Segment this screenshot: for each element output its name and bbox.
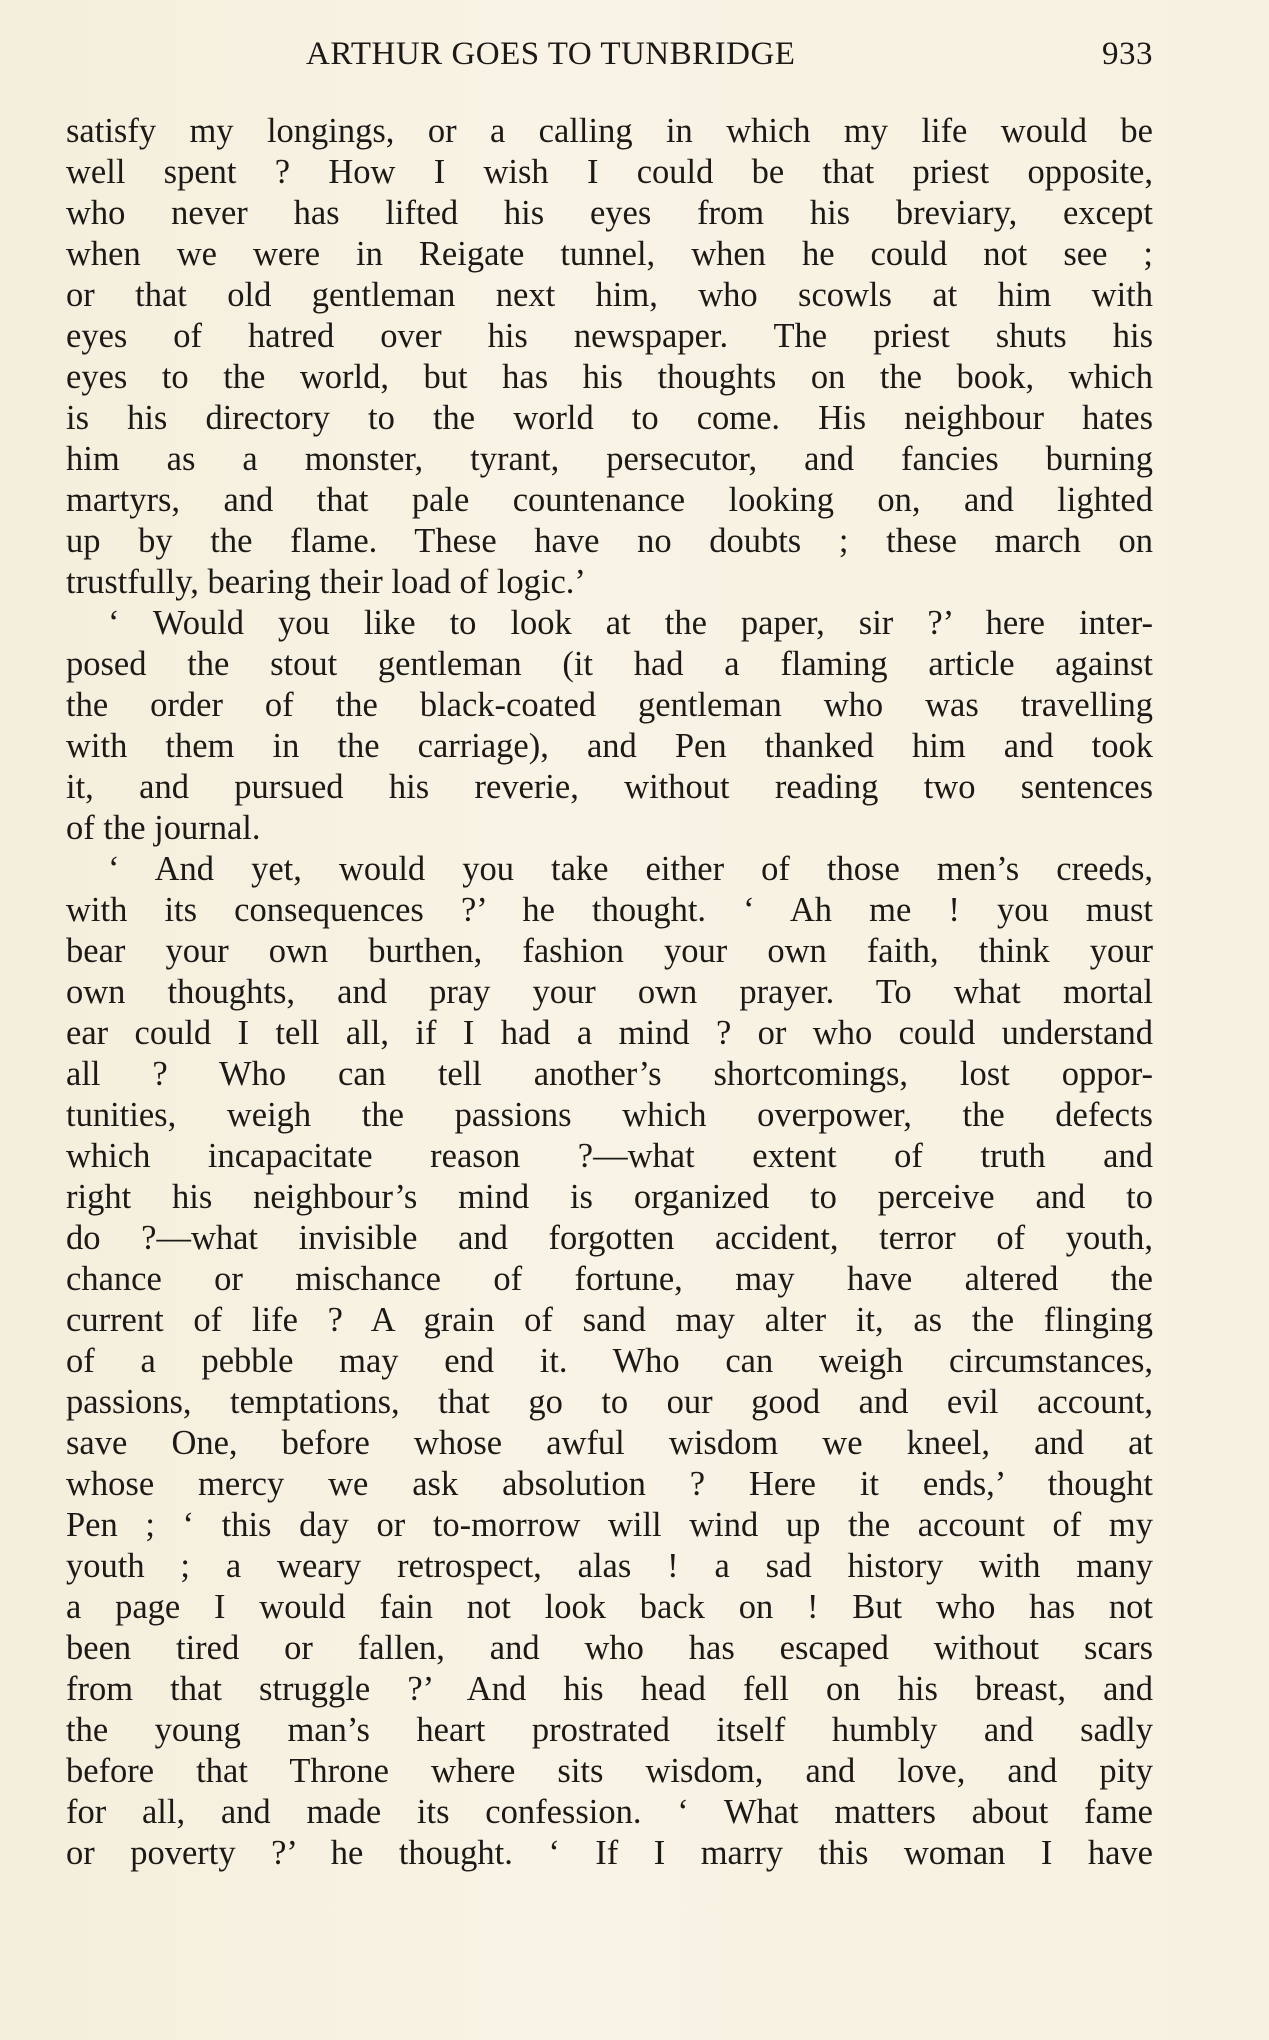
- text-line: eyes to the world, but has his thoughts on the book, which: [66, 358, 1153, 396]
- body-text: [66, 111, 1153, 1874]
- text-line: Pen ; ‘ this day or to-morrow will wind up the account of my: [66, 1506, 1153, 1544]
- text-line: passions, temptations, that go to our good and evil account,: [66, 1383, 1153, 1421]
- text-line: who never has lifted his eyes from his breviary, except: [66, 194, 1153, 232]
- running-title: ARTHUR GOES TO TUNBRIDGE: [306, 36, 796, 72]
- text-line: from that struggle ?’ And his head fell on his breast, and: [66, 1670, 1153, 1708]
- text-line: a page I would fain not look back on ! But who has not: [66, 1588, 1153, 1626]
- text-line: own thoughts, and pray your own prayer. To what mortal: [66, 973, 1153, 1011]
- text-line: eyes of hatred over his newspaper. The priest shuts his: [66, 317, 1153, 355]
- text-line: martyrs, and that pale countenance looking on, and lighted: [66, 481, 1153, 519]
- text-line: whose mercy we ask absolution ? Here it ends,’ thought: [66, 1465, 1153, 1503]
- text-line: posed the stout gentleman (it had a flaming article against: [66, 645, 1153, 683]
- text-line: save One, before whose awful wisdom we kneel, and at: [66, 1424, 1153, 1462]
- text-line: up by the flame. These have no doubts ; these march on: [66, 522, 1153, 560]
- page-number: 933: [1102, 36, 1153, 72]
- text-line: ear could I tell all, if I had a mind ? or who could understand: [66, 1014, 1153, 1052]
- running-head: [66, 36, 1153, 80]
- text-line: or poverty ?’ he thought. ‘ If I marry this woman I have: [66, 1834, 1153, 1872]
- text-line: him as a monster, tyrant, persecutor, and fancies burning: [66, 440, 1153, 478]
- text-line: trustfully, bearing their load of logic.’: [66, 563, 586, 601]
- text-line: of a pebble may end it. Who can weigh circumstances,: [66, 1342, 1153, 1380]
- text-line: all ? Who can tell another’s shortcomings, lost oppor-: [66, 1055, 1153, 1093]
- text-line: the young man’s heart prostrated itself humbly and sadly: [66, 1711, 1153, 1749]
- text-line: satisfy my longings, or a calling in which my life would be: [66, 112, 1153, 150]
- text-line: right his neighbour’s mind is organized to perceive and to: [66, 1178, 1153, 1216]
- text-line: the order of the black-coated gentleman who was travelling: [66, 686, 1153, 724]
- text-line: been tired or fallen, and who has escaped without scars: [66, 1629, 1153, 1667]
- text-line: ‘ And yet, would you take either of those men’s creeds,: [108, 850, 1153, 888]
- text-line: ‘ Would you like to look at the paper, sir ?’ here inter-: [108, 604, 1153, 642]
- text-line: tunities, weigh the passions which overpower, the defects: [66, 1096, 1153, 1134]
- text-line: for all, and made its confession. ‘ What matters about fame: [66, 1793, 1153, 1831]
- text-line: before that Throne where sits wisdom, and love, and pity: [66, 1752, 1153, 1790]
- text-line: of the journal.: [66, 809, 261, 847]
- text-line: youth ; a weary retrospect, alas ! a sad history with many: [66, 1547, 1153, 1585]
- text-line: bear your own burthen, fashion your own faith, think your: [66, 932, 1153, 970]
- text-line: is his directory to the world to come. His neighbour hates: [66, 399, 1153, 437]
- text-line: with them in the carriage), and Pen thanked him and took: [66, 727, 1153, 765]
- text-line: which incapacitate reason ?—what extent of truth and: [66, 1137, 1153, 1175]
- text-line: well spent ? How I wish I could be that priest opposite,: [66, 153, 1153, 191]
- text-line: chance or mischance of fortune, may have altered the: [66, 1260, 1153, 1298]
- text-line: when we were in Reigate tunnel, when he could not see ;: [66, 235, 1153, 273]
- text-line: current of life ? A grain of sand may alter it, as the flinging: [66, 1301, 1153, 1339]
- text-line: or that old gentleman next him, who scowls at him with: [66, 276, 1153, 314]
- text-line: do ?—what invisible and forgotten accident, terror of youth,: [66, 1219, 1153, 1257]
- text-line: with its consequences ?’ he thought. ‘ Ah me ! you must: [66, 891, 1153, 929]
- text-line: it, and pursued his reverie, without reading two sentences: [66, 768, 1153, 806]
